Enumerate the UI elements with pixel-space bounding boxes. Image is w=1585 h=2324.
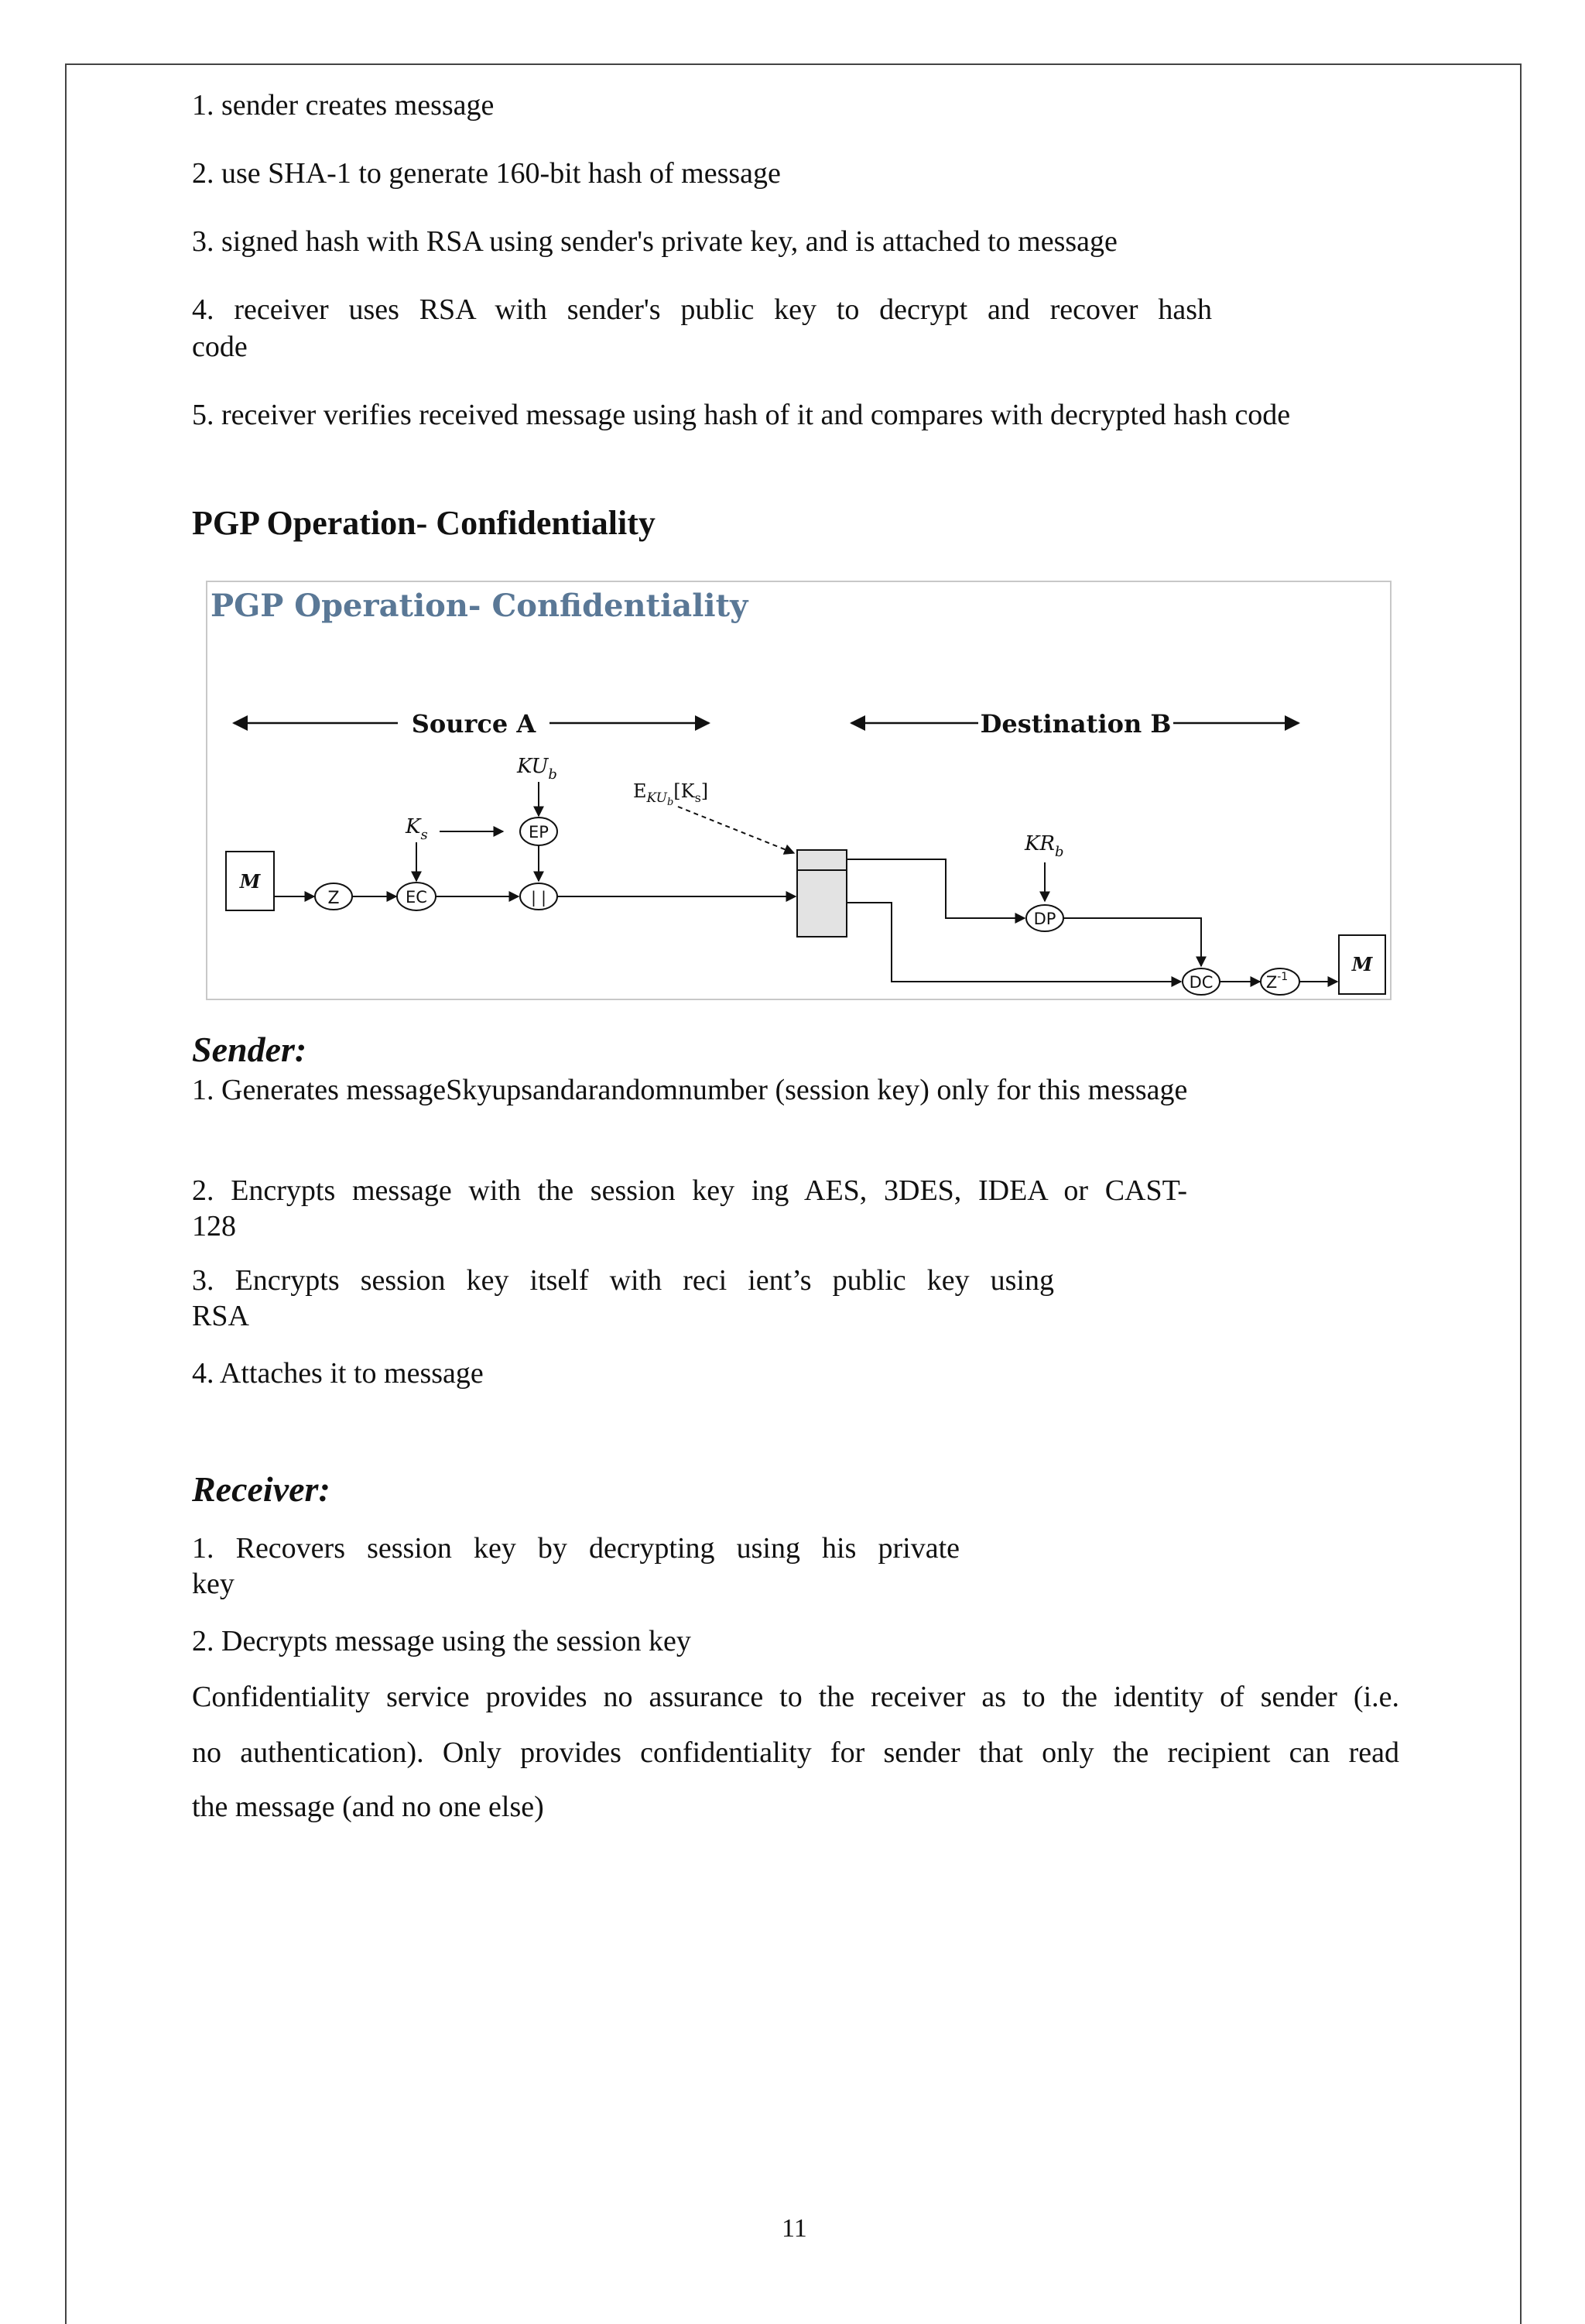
message-path-to-dc — [847, 903, 1181, 982]
message-label-source: M — [239, 870, 261, 893]
section-title: PGP Operation- Confidentiality — [192, 504, 656, 542]
receiver-paragraph-line-3: the message (and no one else) — [192, 1791, 544, 1823]
sender-step-3-cont: RSA — [192, 1300, 249, 1332]
private-key-main: KR — [1025, 832, 1055, 855]
source-label: Source A — [411, 709, 536, 739]
receiver-step-2: 2. Decrypts message using the session key — [192, 1625, 691, 1657]
enc-key-subsub: b — [666, 797, 674, 808]
receiver-paragraph-line-2: no authentication). Only provides confidentiality for sender that only the recipient can read — [192, 1736, 1399, 1769]
dashed-pointer — [678, 807, 794, 853]
destination-label: Destination B — [980, 709, 1172, 739]
encrypt-conventional-label: EC — [406, 888, 427, 907]
concat-label: | | — [531, 888, 546, 907]
signature-step-3: 3. signed hash with RSA using sender's private key, and is attached to message — [192, 225, 1118, 258]
session-key-sub: s — [420, 827, 428, 843]
key-path-to-dp — [847, 859, 1025, 918]
public-key-main: KU — [517, 755, 549, 778]
public-key-label — [516, 755, 557, 783]
sender-step-2: 2. Encrypts message with the session key ing AES, 3DES, IDEA or CAST- — [192, 1174, 1187, 1207]
sender-step-2-cont: 128 — [192, 1210, 236, 1243]
signature-step-1: 1. sender creates message — [192, 89, 495, 122]
session-key-label — [405, 815, 428, 843]
receiver-paragraph-line-1: Confidentiality service provides no assurance to the receiver as to the identity of sender (i.e. — [192, 1681, 1399, 1713]
signature-step-2: 2. use SHA-1 to generate 160-bit hash of message — [192, 157, 781, 190]
decrypt-conventional-label: DC — [1189, 973, 1214, 992]
encrypted-key-label — [633, 780, 708, 808]
enc-key-main: E — [633, 780, 647, 802]
private-key-sub: b — [1055, 844, 1064, 860]
signature-step-4: 4. receiver uses RSA with sender's public key to decrypt and recover hash — [192, 293, 1212, 326]
sender-step-4: 4. Attaches it to message — [192, 1357, 484, 1390]
enc-key-sub: KU — [646, 790, 667, 806]
decrypt-private-label: DP — [1033, 910, 1056, 928]
diagram-title: PGP Operation- Confidentiality — [211, 588, 748, 624]
signature-step-5: 5. receiver verifies received message using hash of it and compares with decrypted hash code — [192, 399, 1291, 431]
message-label-destination: M — [1351, 953, 1373, 975]
receiver-title: Receiver: — [192, 1469, 330, 1509]
pgp-confidentiality-diagram — [206, 581, 1392, 1000]
enc-key-arg-sub: s — [694, 790, 701, 805]
signature-step-4-cont: code — [192, 331, 248, 363]
private-key-label — [1024, 832, 1064, 860]
decompress-sup: -1 — [1277, 971, 1289, 983]
decompress-main: Z — [1265, 973, 1278, 992]
public-key-sub: b — [548, 766, 557, 783]
sender-step-1: 1. Generates messageSkyupsandarandomnumber (session key) only for this message — [192, 1074, 1188, 1106]
page-number: 11 — [782, 2214, 807, 2243]
encrypt-public-label: EP — [529, 823, 549, 842]
dp-to-dc-path — [1063, 918, 1201, 966]
sender-title: Sender: — [192, 1030, 307, 1069]
sender-step-3: 3. Encrypts session key itself with reci ient’s public key using — [192, 1264, 1054, 1297]
session-key-main: K — [406, 815, 421, 838]
receiver-step-1: 1. Recovers session key by decrypting using his private — [192, 1532, 960, 1565]
enc-key-close: ] — [700, 780, 709, 802]
message-bundle — [797, 850, 847, 937]
receiver-step-1-cont: key — [192, 1568, 234, 1600]
enc-key-arg: [K — [673, 780, 695, 802]
compress-label: Z — [327, 889, 340, 908]
